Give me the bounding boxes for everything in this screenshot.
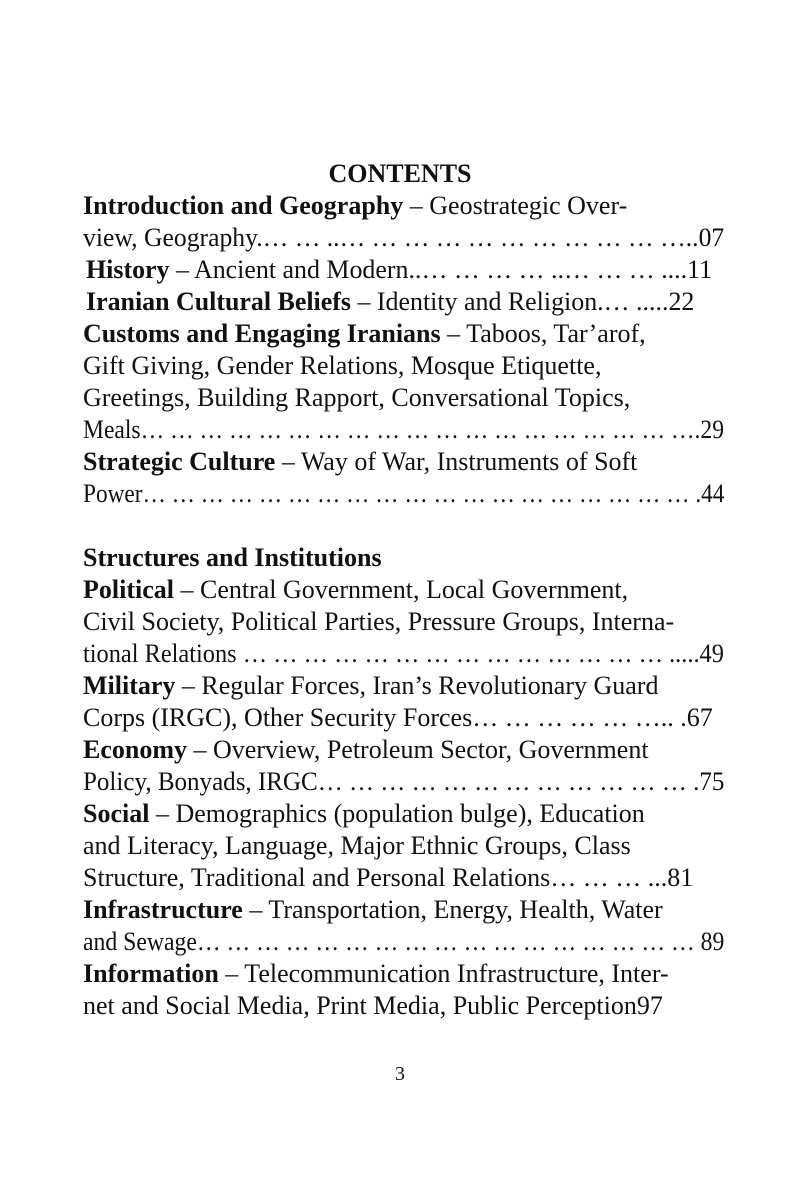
toc-entry-title: Social — [83, 799, 150, 828]
toc-line-social-cont — [83, 862, 723, 894]
toc-entry-text: – Identity and Religion.… .....22 — [350, 287, 695, 316]
toc-line-customs-cont — [83, 382, 723, 414]
toc-line-strategic-culture-cont — [83, 478, 725, 510]
toc-entry-text: Greetings, Building Rapport, Conversational Topics, — [83, 383, 631, 412]
toc-entry-title: Infrastructure — [83, 895, 243, 924]
toc-line-customs — [83, 318, 723, 350]
toc-entry-title: Political — [83, 575, 174, 604]
toc-entry-text: – Regular Forces, Iran’s Revolutionary Guard — [175, 671, 659, 700]
toc-line-intro-cont — [83, 222, 725, 254]
toc-entry-text: and Literacy, Language, Major Ethnic Groups, Class — [83, 831, 631, 860]
toc-section-heading — [83, 542, 723, 574]
toc-entry-text: – Taboos, Tar’arof, — [440, 319, 646, 348]
contents-heading: CONTENTS — [328, 159, 472, 188]
toc-line-economy — [83, 734, 723, 766]
toc-entry-text: tional Relations … … … … … … … … … … … … … … .....49 — [83, 639, 724, 668]
toc-entry-text: Structure, Traditional and Personal Relations… … … ...81 — [83, 863, 694, 892]
toc-entry-text: – Overview, Petroleum Sector, Government — [187, 735, 649, 764]
toc-line-infrastructure — [83, 894, 723, 926]
toc-line-social-cont — [83, 830, 723, 862]
toc-line-cultural-beliefs — [86, 286, 724, 318]
toc-entry-title: History — [86, 255, 170, 284]
toc-entry-text: – Way of War, Instruments of Soft — [275, 447, 638, 476]
toc-line-military-cont — [83, 702, 723, 734]
toc-entry-title: Iranian Cultural Beliefs — [86, 287, 351, 316]
toc-entry-text: Corps (IRGC), Other Security Forces… … … … … ….. .67 — [83, 703, 713, 732]
toc-entry-text: Policy, Bonyads, IRGC… … … … … … … … … … … … .75 — [83, 767, 725, 796]
toc-entry-text: Power… … … … … … … … … … … … … … … … … … … .44 — [83, 479, 725, 508]
toc-entry-text: – Demographics (population bulge), Education — [149, 799, 645, 828]
toc-line-history — [86, 254, 724, 286]
toc-line-strategic-culture — [83, 446, 723, 478]
toc-entry-title: Strategic Culture — [83, 447, 276, 476]
toc-entry-text: Civil Society, Political Parties, Pressure Groups, Interna- — [83, 607, 675, 636]
toc-entry-text: view, Geography.… … ..… … … … … … … … … … …..07 — [83, 223, 725, 252]
toc-line-infrastructure-cont — [83, 926, 725, 958]
section-title: Structures and Institutions — [83, 543, 382, 572]
toc-entry-title: Introduction and Geography — [83, 191, 404, 220]
toc-entry-text: – Transportation, Energy, Health, Water — [242, 895, 663, 924]
toc-line-intro — [83, 190, 723, 222]
page-number: 3 — [395, 1063, 405, 1085]
toc-entry-text: and Sewage… … … … … … … … … … … … … … … … … 89 — [83, 927, 725, 956]
toc-line-information — [83, 958, 723, 990]
toc-entry-title: Military — [83, 671, 176, 700]
toc-entry-title: Economy — [83, 735, 187, 764]
toc-line-customs-cont — [83, 414, 725, 446]
toc-entry-text: Meals… … … … … … … … … … … … … … … … … … ….29 — [83, 415, 725, 444]
toc-line-social — [83, 798, 723, 830]
toc-entry-text: – Telecommunication Infrastructure, Inter- — [218, 959, 669, 988]
toc-line-military — [83, 670, 723, 702]
toc-line-political-cont — [83, 606, 723, 638]
toc-line-political-cont — [83, 638, 724, 670]
toc-entry-text: – Central Government, Local Government, — [173, 575, 629, 604]
toc-entry-text: – Geostrategic Over- — [403, 191, 628, 220]
toc-entry-text: Gift Giving, Gender Relations, Mosque Etiquette, — [83, 351, 602, 380]
toc-line-information-cont — [83, 990, 723, 1022]
toc-line-economy-cont — [83, 766, 725, 798]
toc-entry-text: – Ancient and Modern..… … … … ..… … … ....11 — [169, 255, 713, 284]
toc-line-political — [83, 574, 723, 606]
toc-line-customs-cont — [83, 350, 723, 382]
toc-entry-text: net and Social Media, Print Media, Public Perception97 — [83, 991, 663, 1020]
toc-entry-title: Information — [83, 959, 219, 988]
toc-entry-title: Customs and Engaging Iranians — [83, 319, 441, 348]
